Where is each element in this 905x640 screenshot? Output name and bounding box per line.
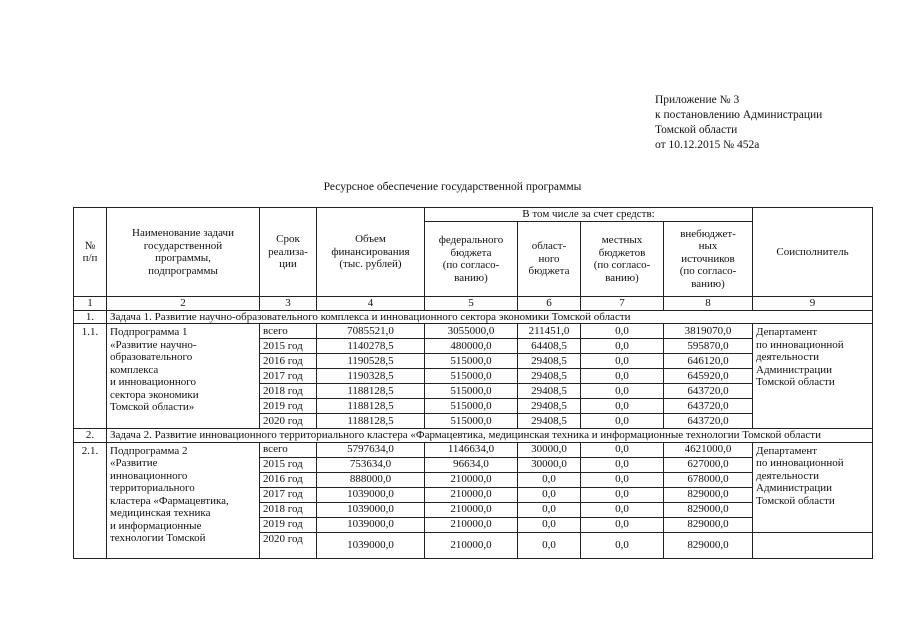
executor-cell: Департамент по инновационной деятельности Администрации Томской области (753, 324, 873, 429)
offbudget-cell: 829000,0 (664, 502, 753, 517)
executor-empty-cell (753, 532, 873, 558)
volume-cell: 888000,0 (317, 472, 425, 487)
term-cell: 2016 год (260, 354, 317, 369)
term-cell: всего (260, 324, 317, 339)
header-num: № п/п (74, 208, 107, 297)
local-cell: 0,0 (581, 354, 664, 369)
federal-cell: 515000,0 (425, 369, 518, 384)
column-number: 9 (753, 297, 873, 311)
federal-cell: 210000,0 (425, 517, 518, 532)
header-name: Наименование задачи государственной программы, подпрограммы (107, 208, 260, 297)
local-cell: 0,0 (581, 472, 664, 487)
header-volume: Объем финансирования (тыс. рублей) (317, 208, 425, 297)
term-cell: 2018 год (260, 384, 317, 399)
offbudget-cell: 678000,0 (664, 472, 753, 487)
header-local: местных бюджетов (по согласо- ванию) (581, 222, 664, 297)
column-number: 2 (107, 297, 260, 311)
federal-cell: 96634,0 (425, 457, 518, 472)
column-number: 5 (425, 297, 518, 311)
regional-cell: 0,0 (518, 517, 581, 532)
federal-cell: 515000,0 (425, 354, 518, 369)
term-cell: 2015 год (260, 457, 317, 472)
local-cell: 0,0 (581, 399, 664, 414)
volume-cell: 5797634,0 (317, 442, 425, 457)
task-index: 2. (74, 429, 107, 443)
regional-cell: 29408,5 (518, 399, 581, 414)
header-regional: област- ного бюджета (518, 222, 581, 297)
regional-cell: 29408,5 (518, 369, 581, 384)
local-cell: 0,0 (581, 339, 664, 354)
header-offbudget: внебюджет- ных источников (по согласо- ванию) (664, 222, 753, 297)
local-cell: 0,0 (581, 487, 664, 502)
local-cell: 0,0 (581, 369, 664, 384)
federal-cell: 515000,0 (425, 399, 518, 414)
volume-cell: 1039000,0 (317, 502, 425, 517)
federal-cell: 210000,0 (425, 532, 518, 558)
volume-cell: 1039000,0 (317, 532, 425, 558)
column-number: 1 (74, 297, 107, 311)
volume-cell: 1190528,5 (317, 354, 425, 369)
task-row (74, 310, 873, 324)
volume-cell: 1039000,0 (317, 487, 425, 502)
volume-cell: 1140278,5 (317, 339, 425, 354)
offbudget-cell: 595870,0 (664, 339, 753, 354)
task-row (74, 429, 873, 443)
executor-cell: Департамент по инновационной деятельности Администрации Томской области (753, 442, 873, 532)
offbudget-cell: 829000,0 (664, 532, 753, 558)
federal-cell: 210000,0 (425, 502, 518, 517)
appendix-line: Томской области (655, 124, 738, 136)
term-cell: 2017 год (260, 487, 317, 502)
regional-cell: 30000,0 (518, 442, 581, 457)
volume-cell: 1188128,5 (317, 399, 425, 414)
column-number: 6 (518, 297, 581, 311)
regional-cell: 211451,0 (518, 324, 581, 339)
federal-cell: 480000,0 (425, 339, 518, 354)
regional-cell: 0,0 (518, 502, 581, 517)
column-number: 4 (317, 297, 425, 311)
term-cell: 2020 год (260, 532, 317, 558)
local-cell: 0,0 (581, 324, 664, 339)
term-cell: 2020 год (260, 414, 317, 429)
row-index: 1.1. (74, 324, 107, 429)
volume-cell: 7085521,0 (317, 324, 425, 339)
regional-cell: 30000,0 (518, 457, 581, 472)
offbudget-cell: 645920,0 (664, 369, 753, 384)
regional-cell: 0,0 (518, 472, 581, 487)
offbudget-cell: 643720,0 (664, 399, 753, 414)
volume-cell: 1190328,5 (317, 369, 425, 384)
table-row (74, 442, 873, 457)
term-cell: 2019 год (260, 517, 317, 532)
local-cell: 0,0 (581, 457, 664, 472)
appendix-line: от 10.12.2015 № 452а (655, 139, 760, 151)
subprogram-name: Подпрограмма 2 «Развитие инновационного территориального кластера «Фармацевтика, медицинская техника и информационные технологии Томской (107, 442, 260, 558)
regional-cell: 29408,5 (518, 384, 581, 399)
term-cell: 2018 год (260, 502, 317, 517)
regional-cell: 0,0 (518, 487, 581, 502)
federal-cell: 1146634,0 (425, 442, 518, 457)
regional-cell: 29408,5 (518, 354, 581, 369)
regional-cell: 29408,5 (518, 414, 581, 429)
regional-cell: 64408,5 (518, 339, 581, 354)
federal-cell: 210000,0 (425, 472, 518, 487)
column-number: 8 (664, 297, 753, 311)
column-number: 3 (260, 297, 317, 311)
federal-cell: 210000,0 (425, 487, 518, 502)
offbudget-cell: 643720,0 (664, 414, 753, 429)
document-title: Ресурсное обеспечение государственной программы (323, 181, 582, 193)
table-row (74, 324, 873, 339)
regional-cell: 0,0 (518, 532, 581, 558)
task-text: Задача 1. Развитие научно-образовательного комплекса и инновационного сектора экономики Томской области (107, 310, 873, 324)
offbudget-cell: 646120,0 (664, 354, 753, 369)
header-group: В том числе за счет средств: (425, 208, 753, 222)
term-cell: 2015 год (260, 339, 317, 354)
task-text: Задача 2. Развитие инновационного территориального кластера «Фармацевтика, медицинская техника и информационные технологии Томской области (107, 429, 873, 443)
federal-cell: 515000,0 (425, 414, 518, 429)
offbudget-cell: 3819070,0 (664, 324, 753, 339)
offbudget-cell: 4621000,0 (664, 442, 753, 457)
subprogram-name: Подпрограмма 1 «Развитие научно- образовательного комплекса и инновационного сектора экономики Томской области» (107, 324, 260, 429)
offbudget-cell: 643720,0 (664, 384, 753, 399)
term-cell: всего (260, 442, 317, 457)
header-term: Срок реализа- ции (260, 208, 317, 297)
task-index: 1. (74, 310, 107, 324)
offbudget-cell: 829000,0 (664, 487, 753, 502)
volume-cell: 1039000,0 (317, 517, 425, 532)
header-federal: федерального бюджета (по согласо- ванию) (425, 222, 518, 297)
local-cell: 0,0 (581, 442, 664, 457)
appendix-block (655, 93, 822, 153)
term-cell: 2019 год (260, 399, 317, 414)
volume-cell: 1188128,5 (317, 414, 425, 429)
local-cell: 0,0 (581, 532, 664, 558)
row-index: 2.1. (74, 442, 107, 558)
offbudget-cell: 627000,0 (664, 457, 753, 472)
appendix-line: Приложение № 3 (655, 94, 740, 106)
local-cell: 0,0 (581, 517, 664, 532)
federal-cell: 3055000,0 (425, 324, 518, 339)
appendix-line: к постановлению Администрации (655, 109, 823, 121)
header-executor: Соисполнитель (753, 208, 873, 297)
volume-cell: 753634,0 (317, 457, 425, 472)
term-cell: 2017 год (260, 369, 317, 384)
column-numbers-row (74, 297, 873, 311)
volume-cell: 1188128,5 (317, 384, 425, 399)
local-cell: 0,0 (581, 502, 664, 517)
local-cell: 0,0 (581, 384, 664, 399)
term-cell: 2016 год (260, 472, 317, 487)
column-number: 7 (581, 297, 664, 311)
resource-table (73, 207, 873, 559)
local-cell: 0,0 (581, 414, 664, 429)
offbudget-cell: 829000,0 (664, 517, 753, 532)
federal-cell: 515000,0 (425, 384, 518, 399)
